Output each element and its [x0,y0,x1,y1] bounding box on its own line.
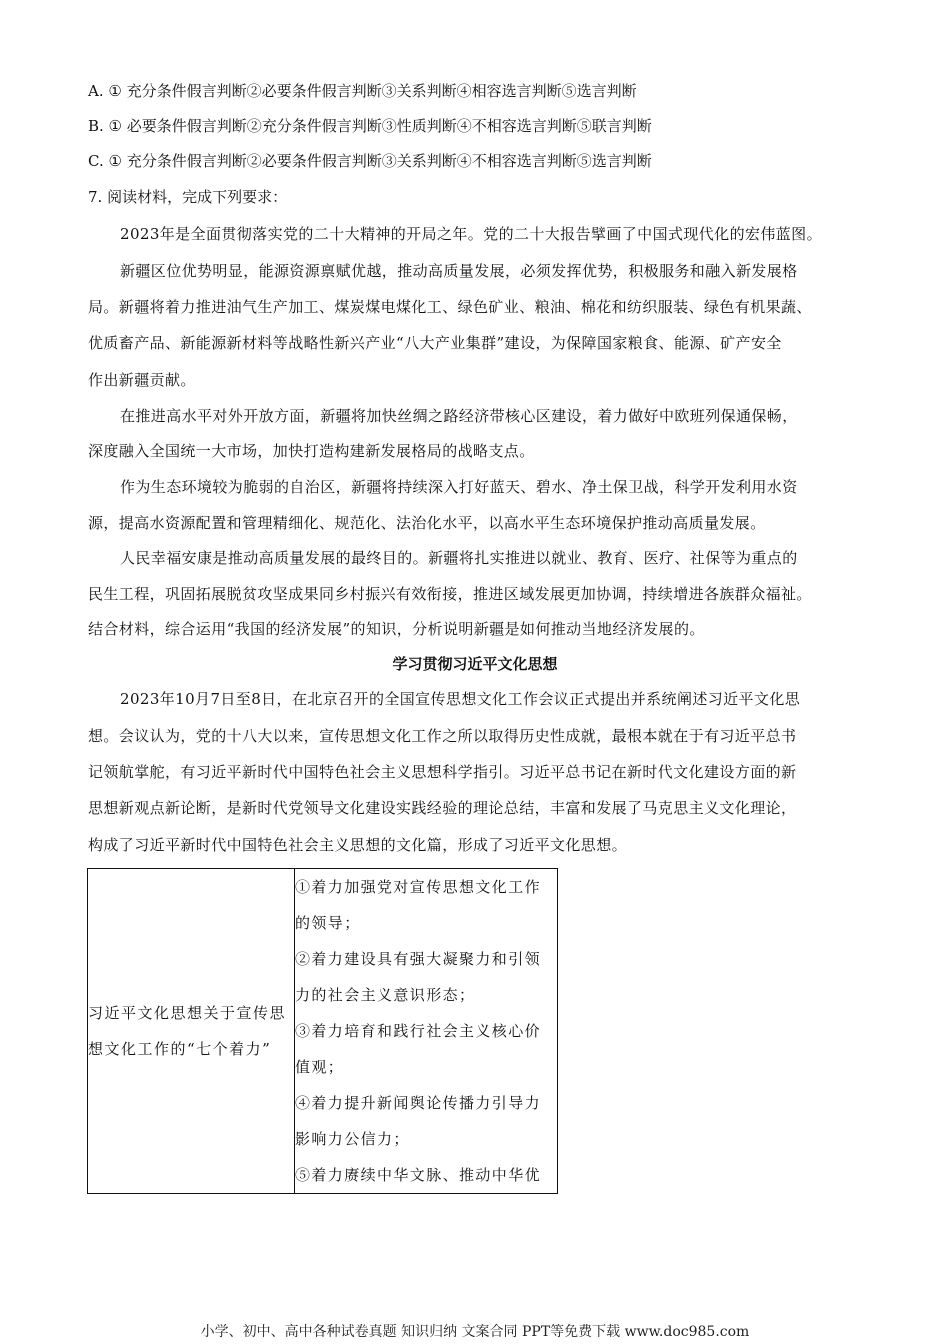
section-paragraph-line-1: 2023年10月7日至8日，在北京召开的全国宣传思想文化工作会议正式提出并系统阐述习近平文化思 [120,690,801,708]
material-paragraph-5-line-1: 人民幸福安康是推动高质量发展的最终目的。新疆将扎实推进以就业、教育、医疗、社保等为重点的 [120,549,798,567]
table-right-cell [295,869,558,1194]
section-title: 学习贯彻习近平文化思想 [392,655,558,673]
material-paragraph-2-line-4: 作出新疆贡献。 [88,371,196,389]
question-7-task: 结合材料，综合运用“我国的经济发展”的知识，分析说明新疆是如何推动当地经济发展的。 [88,620,705,638]
material-paragraph-1: 2023年是全面贯彻落实党的二十大精神的开局之年。党的二十大报告擘画了中国式现代化的宏伟蓝图。 [120,225,822,243]
table-row [88,869,558,1194]
option-c: C. ① 充分条件假言判断②必要条件假言判断③关系判断④不相容选言判断⑤选言判断 [88,152,652,170]
table-item-line: ③着力培育和践行社会主义核心价 [295,1022,542,1040]
table-left-cell: 习近平文化思想关于宣传思想文化工作的“七个着力” [88,869,295,1194]
material-paragraph-2-line-2: 局。新疆将着力推进油气生产加工、煤炭煤电煤化工、绿色矿业、粮油、棉花和纺织服装、绿色有机果蔬、 [88,298,812,316]
table-item-line: ④着力提升新闻舆论传播力引导力 [295,1094,542,1112]
section-paragraph-line-4: 思想新观点新论断，是新时代党领导文化建设实践经验的理论总结，丰富和发展了马克思主义文化理论， [88,799,797,817]
section-paragraph-line-3: 记领航掌舵，有习近平新时代中国特色社会主义思想科学指引。习近平总书记在新时代文化建设方面的新 [88,763,797,781]
page-footer: 小学、初中、高中各种试卷真题 知识归纳 文案合同 PPT等免费下载 www.doc985.com [200,1324,750,1340]
question-7-heading: 7. 阅读材料，完成下列要求： [88,188,288,206]
table-item-line: 值观； [295,1058,345,1076]
material-paragraph-2-line-1: 新疆区位优势明显，能源资源禀赋优越，推动高质量发展，必须发挥优势，积极服务和融入新发展格 [120,262,798,280]
section-paragraph-line-5: 构成了习近平新时代中国特色社会主义思想的文化篇，形成了习近平文化思想。 [88,836,628,854]
table-item-line: 影响力公信力； [295,1130,410,1148]
material-paragraph-2-line-3: 优质畜产品、新能源新材料等战略性新兴产业“八大产业集群”建设，为保障国家粮食、能源、矿产安全 [88,334,782,352]
table-item-line: ②着力建设具有强大凝聚力和引领 [295,950,542,968]
table-item-line: 的领导； [295,914,361,932]
material-paragraph-4-line-1: 作为生态环境较为脆弱的自治区，新疆将持续深入打好蓝天、碧水、净土保卫战，科学开发利用水资 [120,478,798,496]
option-a: A. ① 充分条件假言判断②必要条件假言判断③关系判断④相容选言判断⑤选言判断 [88,82,637,100]
section-paragraph-line-2: 想。会议认为，党的十八大以来，宣传思想文化工作之所以取得历史性成就，最根本就在于有习近平总书 [88,727,797,745]
table-item-line: ⑤着力赓续中华文脉、推动中华优 [295,1166,542,1184]
table-item-line: ①着力加强党对宣传思想文化工作 [295,878,542,896]
material-paragraph-3-line-1: 在推进高水平对外开放方面，新疆将加快丝绸之路经济带核心区建设，着力做好中欧班列保通保畅， [120,407,798,425]
table-item-line: 力的社会主义意识形态； [295,986,476,1004]
material-paragraph-4-line-2: 源，提高水资源配置和管理精细化、规范化、法治化水平，以高水平生态环境保护推动高质量发展。 [88,514,766,532]
seven-focus-table [87,868,558,1194]
option-b: B. ① 必要条件假言判断②充分条件假言判断③性质判断④不相容选言判断⑤联言判断 [88,117,652,135]
material-paragraph-3-line-2: 深度融入全国统一大市场，加快打造构建新发展格局的战略支点。 [88,442,535,460]
material-paragraph-5-line-2: 民生工程，巩固拓展脱贫攻坚成果同乡村振兴有效衔接，推进区域发展更加协调，持续增进各族群众福祉。 [88,585,812,603]
